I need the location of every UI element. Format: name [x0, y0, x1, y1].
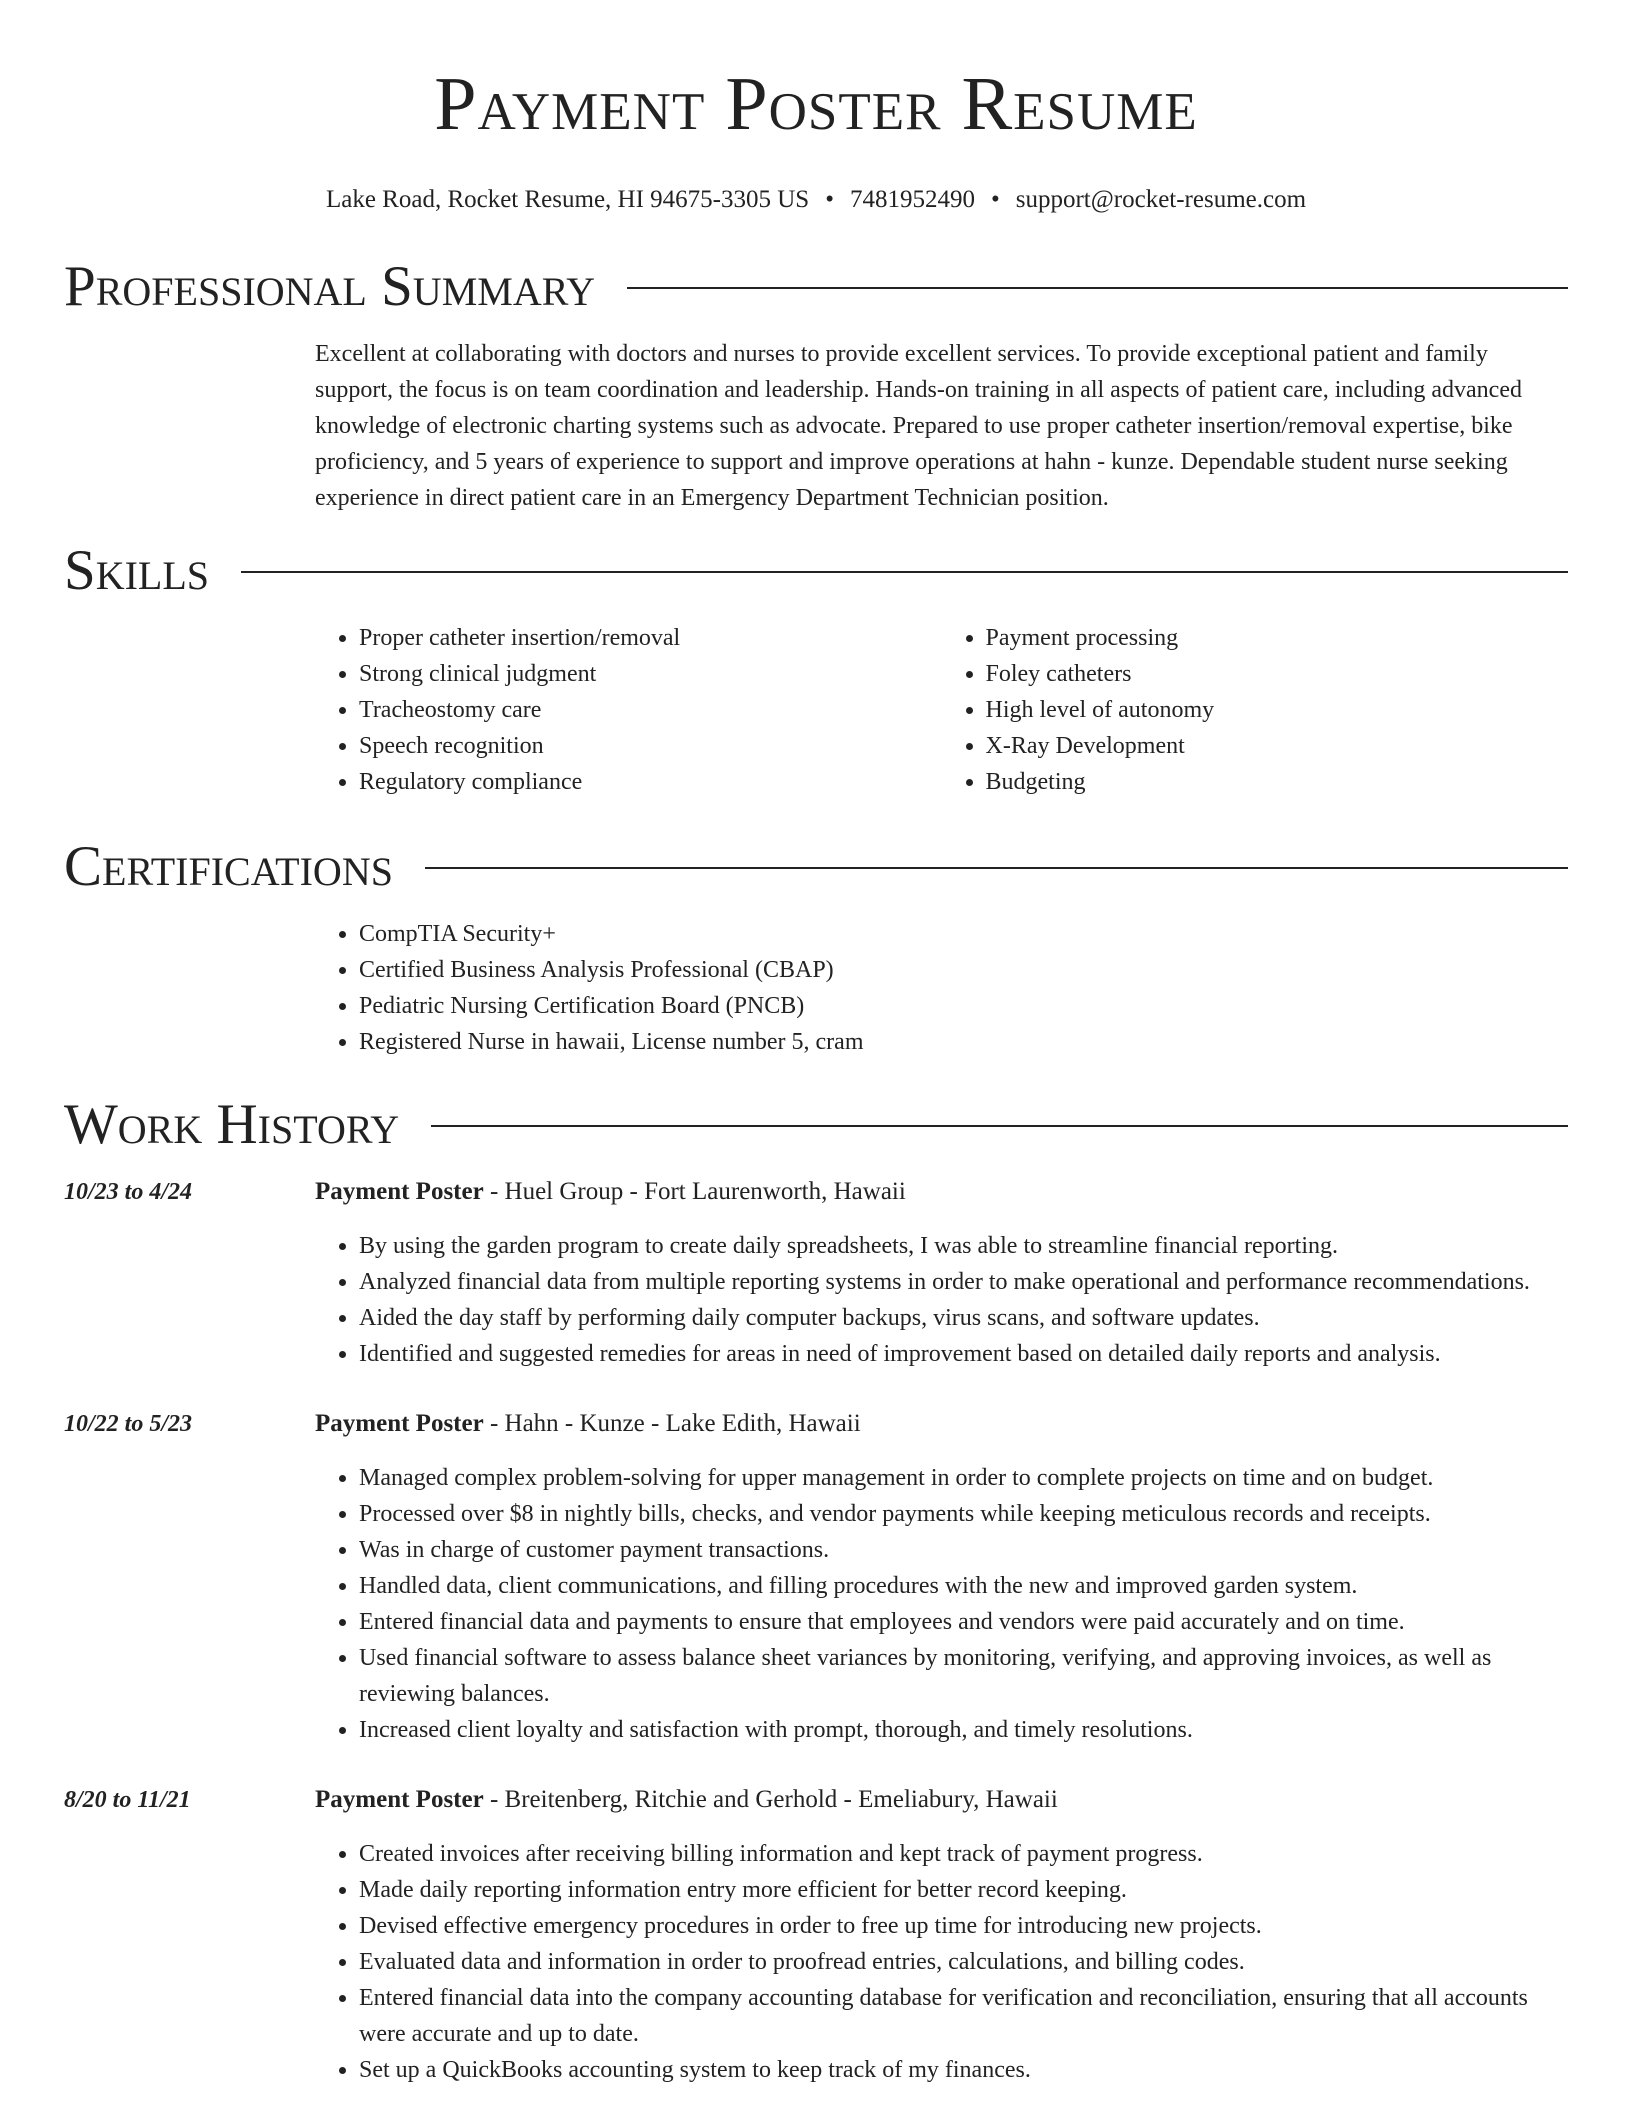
skill-item: • Regulatory compliance	[359, 764, 942, 800]
job-duty-item: • Used financial software to assess balance sheet variances by monitoring, verifying, and approving invoices, as well as reviewing balances.	[359, 1640, 1568, 1712]
summary-text: Excellent at collaborating with doctors and nurses to provide excellent services. To provide exceptional patient and family support, the focus is on team coordination and leadership. Hands-on training in all aspects of patient care, including advanced knowledge of electronic charting systems such as advocate. Prepared to use proper catheter insertion/removal expertise, bike proficiency, and 5 years of experience to support and improve operations at hahn - kunze. Dependable student nurse seeking experience in direct patient care in an Emergency Department Technician position.	[315, 341, 1522, 511]
job-duty-item: • Processed over $8 in nightly bills, checks, and vendor payments while keeping meticulous records and receipts.	[359, 1496, 1568, 1532]
summary-section	[315, 336, 1568, 516]
job-entry	[64, 1174, 1568, 1372]
skill-item: • X-Ray Development	[986, 728, 1569, 764]
contact-address: Lake Road, Rocket Resume, HI 94675-3305 US	[325, 186, 810, 213]
skill-item: • Proper catheter insertion/removal	[359, 620, 942, 656]
skills-section	[315, 620, 1568, 800]
job-company-location: - Breitenberg, Ritchie and Gerhold - Emeliabury, Hawaii	[483, 1786, 1058, 1813]
job-duty-item: • Handled data, client communications, and filling procedures with the new and improved garden system.	[359, 1568, 1568, 1604]
job-dates: 10/23 to 4/24	[64, 1179, 193, 1205]
job-duties-list	[315, 1836, 1568, 2088]
job-content	[315, 1406, 1568, 1748]
job-company-location: - Hahn - Kunze - Lake Edith, Hawaii	[483, 1410, 861, 1437]
page-title: Payment Poster Resume	[434, 62, 1198, 146]
job-duty-item: • Made daily reporting information entry more efficient for better record keeping.	[359, 1872, 1568, 1908]
job-content	[315, 1174, 1568, 1372]
contact-line	[64, 184, 1568, 216]
job-entry	[64, 1782, 1568, 2088]
job-heading	[315, 1174, 1568, 1210]
certifications-section	[315, 916, 1568, 1060]
section-header-skills	[64, 540, 1568, 602]
skill-item: • Speech recognition	[359, 728, 942, 764]
section-divider	[425, 867, 1568, 869]
section-title-work-history: Work History	[64, 1093, 400, 1156]
certifications-list	[315, 916, 1568, 1060]
skills-grid	[315, 620, 1568, 800]
job-duty-item: • Entered financial data and payments to ensure that employees and vendors were paid accurately and on time.	[359, 1604, 1568, 1640]
skill-item: • Strong clinical judgment	[359, 656, 942, 692]
skills-list-right	[942, 620, 1569, 800]
contact-email: support@rocket-resume.com	[1015, 186, 1307, 213]
skill-item: • Tracheostomy care	[359, 692, 942, 728]
job-content	[315, 1782, 1568, 2088]
job-dates: 10/22 to 5/23	[64, 1411, 193, 1437]
job-duty-item: • Aided the day staff by performing daily computer backups, virus scans, and software updates.	[359, 1300, 1568, 1336]
certification-item: • Pediatric Nursing Certification Board (PNCB)	[359, 988, 1568, 1024]
job-duty-item: • Increased client loyalty and satisfaction with prompt, thorough, and timely resolutions.	[359, 1712, 1568, 1748]
contact-separator: •	[825, 186, 834, 213]
job-duty-item: • Entered financial data into the company accounting database for verification and reconciliation, ensuring that all accounts were accurate and up to date.	[359, 1980, 1568, 2052]
job-duty-item: • Managed complex problem-solving for upper management in order to complete projects on time and on budget.	[359, 1460, 1568, 1496]
skill-item: • High level of autonomy	[986, 692, 1569, 728]
contact-separator: •	[990, 186, 1000, 213]
section-divider	[627, 287, 1568, 289]
job-heading	[315, 1406, 1568, 1442]
job-dates: 8/20 to 11/21	[64, 1787, 191, 1813]
job-duty-item: • Analyzed financial data from multiple reporting systems in order to make operational and performance recommendations.	[359, 1264, 1568, 1300]
job-duty-item: • Devised effective emergency procedures in order to free up time for introducing new projects.	[359, 1908, 1568, 1944]
section-divider	[431, 1125, 1568, 1127]
section-divider	[241, 571, 1568, 573]
certification-item: • Certified Business Analysis Professional (CBAP)	[359, 952, 1568, 988]
section-header-summary	[64, 256, 1568, 318]
section-title-skills: Skills	[64, 539, 210, 602]
job-duties-list	[315, 1228, 1568, 1372]
job-entry	[64, 1406, 1568, 1748]
certification-item: • CompTIA Security+	[359, 916, 1568, 952]
job-duty-item: • By using the garden program to create daily spreadsheets, I was able to streamline financial reporting.	[359, 1228, 1568, 1264]
section-title-certifications: Certifications	[64, 835, 393, 898]
job-heading	[315, 1782, 1568, 1818]
section-header-work-history	[64, 1094, 1568, 1156]
job-duty-item: • Created invoices after receiving billing information and kept track of payment progress.	[359, 1836, 1568, 1872]
job-role: Payment Poster	[315, 1786, 484, 1813]
skill-item: • Payment processing	[986, 620, 1569, 656]
job-role: Payment Poster	[315, 1410, 484, 1437]
job-duties-list	[315, 1460, 1568, 1748]
job-role: Payment Poster	[315, 1178, 484, 1205]
section-title-summary: Professional Summary	[64, 255, 596, 318]
skills-list-left	[315, 620, 942, 800]
job-duty-item: • Evaluated data and information in order to proofread entries, calculations, and billing codes.	[359, 1944, 1568, 1980]
job-company-location: - Huel Group - Fort Laurenworth, Hawaii	[483, 1178, 906, 1205]
job-duty-item: • Set up a QuickBooks accounting system to keep track of my finances.	[359, 2052, 1568, 2088]
skill-item: • Budgeting	[986, 764, 1569, 800]
section-header-certifications	[64, 836, 1568, 898]
skill-item: • Foley catheters	[986, 656, 1569, 692]
contact-phone: 7481952490	[849, 186, 975, 213]
certification-item: • Registered Nurse in hawaii, License number 5, cram	[359, 1024, 1568, 1060]
job-duty-item: • Identified and suggested remedies for areas in need of improvement based on detailed daily reports and analysis.	[359, 1336, 1568, 1372]
job-duty-item: • Was in charge of customer payment transactions.	[359, 1532, 1568, 1568]
